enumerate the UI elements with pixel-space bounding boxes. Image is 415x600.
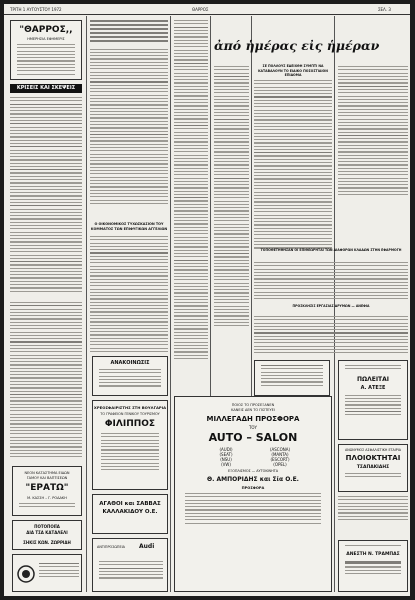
article-text-column — [10, 302, 82, 462]
ad-ploioktitai-name: ΠΛΟΙΟΚΤΗΤΑΙ — [345, 454, 401, 462]
ad-auto-salon-line1: ΠΟΙΟΣ ΤΟ ΠΡΟΣΕΞΑΝΕΝ — [231, 403, 275, 407]
ad-auto-salon-company: Θ. ΑΜΠΟΡΙΔΗΣ και Σία Ο.Ε. — [207, 476, 299, 483]
article-text-column — [254, 80, 332, 250]
ad-ploioktitai-agent: ΤΣΑΠΑΚΙΔΗΣ — [356, 465, 390, 470]
ad-poleitai — [338, 360, 408, 440]
masthead-subtitle: ΗΜΕΡΗΣΙΑ ΕΦΗΜΕΡΙΣ — [27, 37, 65, 41]
brand-item: (MANTA) — [271, 452, 289, 457]
mid-headline: Ο ΟΙΚΟΝΟΜΙΚΟΣ ΤΥΧΩΣΚΑΣΙΟΝ ΤΟΥ ΚΟΜΜΑΤΟΣ ΤΩΝ ΕΠΙΦΥΓΙΚΩΝ ΑΓΓΕΛΙΩΝ — [90, 222, 168, 231]
article-text-column — [254, 316, 408, 356]
ad-notice — [92, 356, 168, 396]
article-text-column — [338, 496, 408, 536]
ad-auto-salon-line2: ΚΑΝΕΙΣ ΔΕΝ ΤΟ ΠΙΣΤΕΥΕΙ — [231, 408, 275, 412]
ad-auto-salon-tou: ΤΟΥ — [248, 425, 258, 430]
header-date: ΤΡΙΤΗ 1 ΑΥΓΟΥΣΤΟΥ 1972 — [10, 7, 62, 12]
brand-item: (NSU) — [220, 457, 232, 462]
ad-agathoi-name: ΑΓΑΘΟΙ και ΣΑΒΒΑΣ — [99, 501, 161, 507]
feature-headline: ἀπό ἡμέρας εἰς ἡμέραν — [214, 38, 380, 53]
ad-agathoi-sub: ΚΑΛΛΑΚΙΔΟΥ Ο.Ε. — [102, 509, 158, 515]
article-text-column — [10, 97, 82, 297]
ad-ploutos-line1: ΠΟΤΟΠΟΙΪΑ — [34, 524, 60, 529]
ad-audi-label: ΑΝΤΙΠΡΟΣΩΠΕΙΑ — [97, 545, 125, 549]
column-divider — [86, 16, 87, 592]
ad-poleitai-title: ΠΩΛΕΙΤΑΙ — [356, 375, 390, 383]
ad-auto-salon-name: AUTO – SALON — [208, 431, 298, 444]
article-text-column — [254, 262, 408, 302]
article-text-column — [174, 20, 208, 390]
ad-erato-name: "ΕΡΑΤΩ" — [25, 483, 69, 493]
ad-erato-line1: ΝΕΟΝ ΚΑΤΑΣΤΗΜΑ ΕΙΔΩΝ — [24, 471, 70, 475]
ad-erato-owner: Μ. ΚΑΣΣΗ – Γ. ΡΟΔΑΚΗ — [27, 496, 67, 500]
company-logo-icon — [17, 565, 35, 583]
brand-item: (OPEL) — [273, 462, 287, 467]
ad-philippos — [92, 400, 168, 490]
ad-auto-salon — [174, 396, 332, 592]
ad-erato — [12, 466, 82, 516]
right-headline-3: ΠΡΟΣΚΛΗΣΙΣ ΕΡΓΑΣΙΑΣ ΔΡΥΜΩΝ — ΑΝΕΦΙΑ — [292, 304, 370, 308]
header-rule — [4, 14, 410, 15]
article-text-column — [90, 236, 168, 354]
ad-philippos-name: ΦΙΛΙΠΠΟΣ — [104, 419, 156, 429]
ad-trampas-name: ΑΝΕΣΤΗ Ν. ΤΡΑΜΠΑΣ — [346, 552, 400, 558]
ad-erato-line2: ΓΑΜΟΥ ΚΑΙ ΒΑΠΤΙΣΕΩΝ — [26, 476, 68, 480]
ad-notice-title: ΑΝΑΚΟΙΝΩΣΙΣ — [110, 360, 150, 366]
header-title: ΘΑΡΡΟΣ — [192, 7, 209, 12]
article-text-column — [338, 66, 408, 196]
right-headline-2: ΤΟΠΟΘΕΤΗΘΗΣΑΝ ΟΙ ΕΠΙΘΕΩΡΗΤΑΙ ΤΩΝ ΔΙΑΦΟΡΩΝ ΚΛΑΔΩΝ ΣΤΗΝ ΕΦΑΡΜΟΓΗ — [260, 248, 402, 252]
header-page-number: ΣΕΛ. 3 — [378, 7, 391, 12]
ad-philippos-line1: ΧΡΕΟΣΦΑΙΡΙΣΤΗΣ ΣΤΗ ΒΟΥΛΓΑΡΙΑ — [93, 405, 167, 410]
brand-item: (VW) — [221, 462, 231, 467]
ad-auto-salon-offer: ΜΙΛΛΕΓΑΔΗ ΠΡΟΣΦΟΡΑ — [206, 415, 300, 423]
ad-ploioktitai-line1: ΑΝΩΝΥΜΟΣ ΑΣΦΑΛΙΣΤΙΚΗ ΕΤΑΙΡΙΑ — [344, 448, 401, 452]
ad-audi — [92, 538, 168, 592]
masthead-title: "ΘΑΡΡΟΣ,, — [19, 25, 73, 35]
ad-poleitai-name: Α. ΑΤΕΞΕ — [360, 384, 386, 391]
brand-item: (SEAT) — [219, 452, 233, 457]
ad-ploioktitai — [338, 444, 408, 492]
masthead-box — [10, 20, 82, 80]
ad-agathoi — [92, 494, 168, 534]
brand-item: (AUDI) — [219, 447, 233, 452]
ad-trampas — [338, 540, 408, 592]
ad-logo-box — [12, 554, 82, 592]
newspaper-page — [4, 4, 410, 596]
ad-philippos-line2: ΤΟ ΓΡΑΦΕΙΟΝ ΓΕΝΙΚΟΥ ΤΟΥΡΙΣΜΟΥ — [100, 412, 160, 416]
section-heading-krisis: ΚΡΙΣΕΙΣ ΚΑΙ ΣΚΕΨΕΙΣ — [10, 84, 82, 93]
ad-ploutos — [12, 520, 82, 550]
article-text-column — [90, 20, 168, 220]
brand-item: (ESCORT) — [270, 457, 290, 462]
brand-item: (ASCONA) — [269, 447, 291, 452]
right-headline-1: ΣΕ ΠΟΛΛΟΥΣ ΕΔΕΙΧΘΗ ΣΥΜΠΤΙ ΝΑ ΚΑΤΑΒΑΛΟΥΝ ΤΟ ΕΙΔΙΚΟ ΠΟΣΟΣΤΙΑΙΟΝ ΕΠΙΔΟΜΑ — [258, 64, 328, 78]
ad-ploutos-line3: ΣΗΚΙΣ ΚΩΝ. ΖΩΡΡΙΔΗ — [23, 540, 71, 545]
ad-ploutos-line2: ΔΙΑ ΤΣΑ ΚΑΤΑΛΕΛΙ — [26, 530, 68, 535]
ad-auto-salon-service: ΕΞΟΠΛΙΣΜΟΣ — ΑΥΤΟΚΙΝΗΤΑ — [227, 469, 279, 473]
ad-auto-salon-price-head: ΠΡΟΣΦΟΡΑ — [241, 486, 265, 490]
small-ad-box — [254, 360, 330, 396]
ad-audi-brand: Audi — [139, 543, 155, 550]
article-text-column — [214, 66, 249, 386]
column-divider — [170, 16, 171, 592]
